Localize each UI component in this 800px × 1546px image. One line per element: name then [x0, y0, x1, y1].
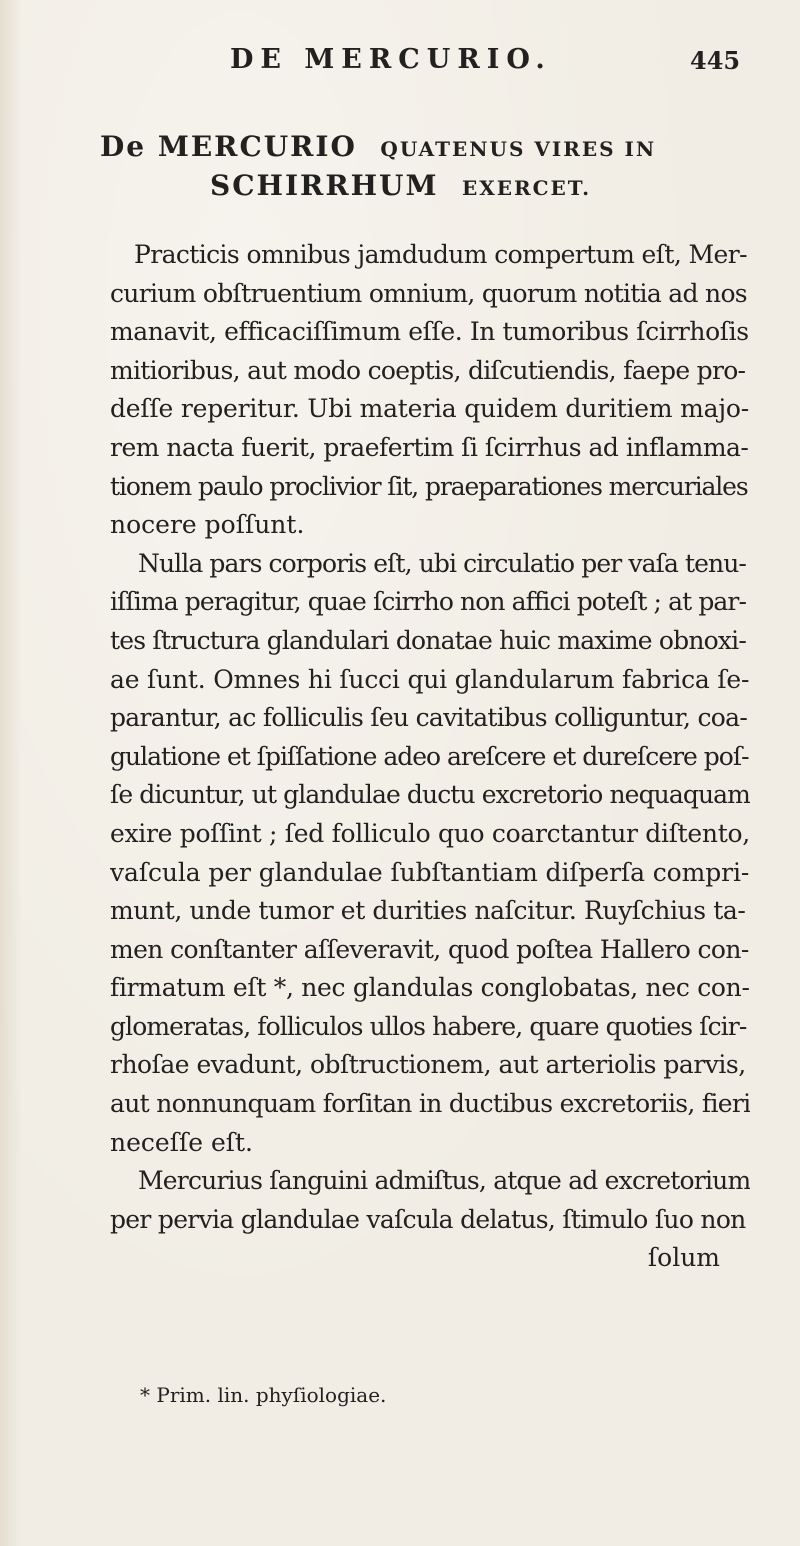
running-head	[0, 44, 800, 84]
text-line: manavit, efficaciſſimum eſſe. In tumoribus ſcirrhoſis	[110, 317, 749, 347]
text-line: rem nacta fuerit, praefertim ſi ſcirrhus ad inflamma-	[110, 432, 749, 462]
page-number: 445	[690, 46, 741, 75]
heading-title-small: QUATENUS VIRES IN	[380, 137, 657, 161]
text-line: men conſtanter aſſeveravit, quod poſtea Hallero con-	[110, 934, 749, 964]
heading-subject-large: SCHIRRHUM	[210, 169, 439, 202]
text-line: aut nonnunquam forſitan in ductibus excretoriis, fieri	[110, 1089, 750, 1119]
text-line: ae ſunt. Omnes hi ſucci qui glandularum fabrica ſe-	[110, 664, 750, 694]
heading-title-large: De MERCURIO	[100, 130, 357, 163]
text-line: parantur, ac folliculis ſeu cavitatibus colliguntur, coa-	[110, 703, 748, 733]
text-line: munt, unde tumor et durities naſcitur. Ruyſchius ta-	[110, 896, 746, 926]
text-line: exire poſſint ; ſed folliculo quo coarctantur diſtento,	[110, 818, 750, 848]
text-line: iſſima peragitur, quae ſcirrho non affici poteſt ; at par-	[110, 587, 747, 617]
text-line: Nulla pars corporis eſt, ubi circulatio per vaſa tenu-	[138, 548, 746, 578]
text-line: ſe dicuntur, ut glandulae ductu excretorio nequaquam	[110, 780, 750, 810]
text-line: mitioribus, aut modo coeptis, diſcutiendis, faepe pro-	[110, 355, 746, 385]
text-line: Mercurius ſanguini admiſtus, atque ad excretorium	[138, 1166, 750, 1196]
text-line: tes ſtructura glandulari donatae huic maxime obnoxi-	[110, 625, 747, 655]
text-line: deſſe reperitur. Ubi materia quidem duritiem majo-	[110, 394, 749, 424]
text-line: nocere poſſunt.	[110, 510, 305, 540]
text-line: per pervia glandulae vaſcula delatus, ſtimulo ſuo non	[110, 1204, 746, 1234]
section-heading	[100, 130, 750, 202]
page-gutter-shadow	[0, 0, 22, 1546]
text-line: glomeratas, folliculos ullos habere, quare quoties ſcir-	[110, 1011, 747, 1041]
text-line: curium obſtruentium omnium, quorum notitia ad nos	[110, 278, 747, 308]
text-line: vaſcula per glandulae ſubſtantiam diſperſa compri-	[110, 857, 750, 887]
catchword: ſolum	[647, 1243, 720, 1273]
heading-line-2	[210, 169, 750, 202]
text-line: neceſſe eſt.	[110, 1127, 253, 1157]
text-line: firmatum eſt *, nec glandulas conglobatas, nec con-	[110, 973, 750, 1003]
text-line: gulatione et ſpiſſatione adeo areſcere et dureſcere poſ-	[110, 741, 749, 771]
body-text	[110, 236, 750, 1278]
running-title: DE MERCURIO.	[230, 44, 552, 75]
text-line: Practicis omnibus jamdudum compertum eſt, Mer-	[134, 240, 747, 269]
heading-subject-small: EXERCET.	[461, 176, 592, 200]
heading-line-1	[100, 130, 750, 163]
text-line: tionem paulo proclivior ſit, praeparationes mercuriales	[110, 471, 748, 501]
footnote: * Prim. lin. phyſiologiae.	[140, 1383, 387, 1407]
text-line: rhoſae evadunt, obſtructionem, aut arteriolis parvis,	[110, 1050, 746, 1080]
